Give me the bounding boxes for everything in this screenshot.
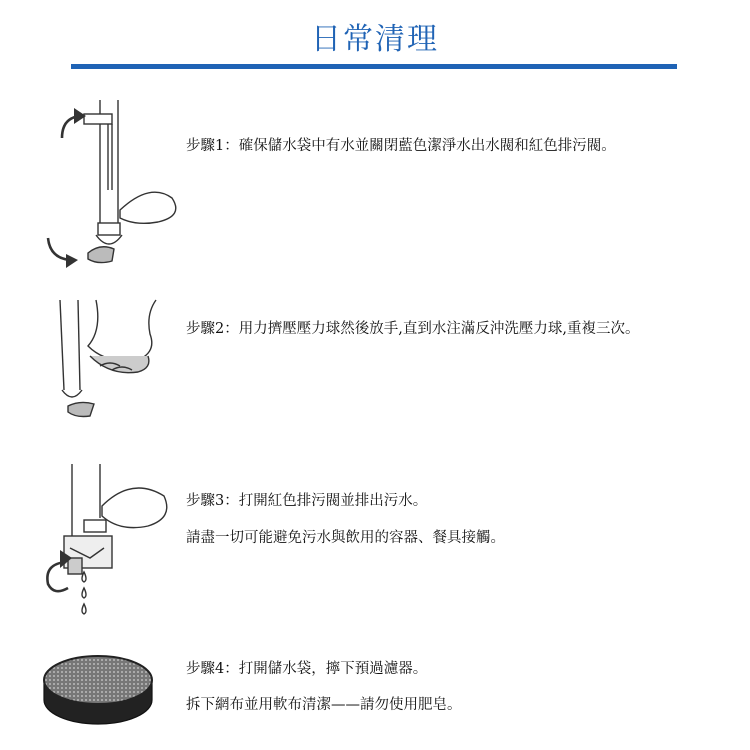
valve-turn-illustration-icon xyxy=(38,98,178,278)
step-3-note: 請盡一切可能避免污水與飲用的容器、餐具接觸。 xyxy=(186,530,505,546)
squeeze-bulb-illustration-icon xyxy=(50,298,160,428)
step-4-text: 步驟4：打開儲水袋，擰下預過濾器。 xyxy=(186,661,428,677)
step-2-text: 步驟2：用力擠壓壓力球然後放手,直到水注滿反沖洗壓力球,重複三次。 xyxy=(186,321,640,337)
step-1-text: 步驟1：確保儲水袋中有水並關閉藍色潔淨水出水閥和紅色排污閥。 xyxy=(186,138,616,154)
title-divider xyxy=(71,64,677,69)
page-title: 日常清理 xyxy=(311,22,439,57)
drain-valve-illustration-icon xyxy=(38,462,178,622)
filter-disc-illustration-icon xyxy=(40,650,156,730)
step-3-text: 步驟3：打開紅色排污閥並排出污水。 xyxy=(186,493,428,509)
step-4-note: 拆下網布並用軟布清潔——請勿使用肥皂。 xyxy=(186,697,462,713)
